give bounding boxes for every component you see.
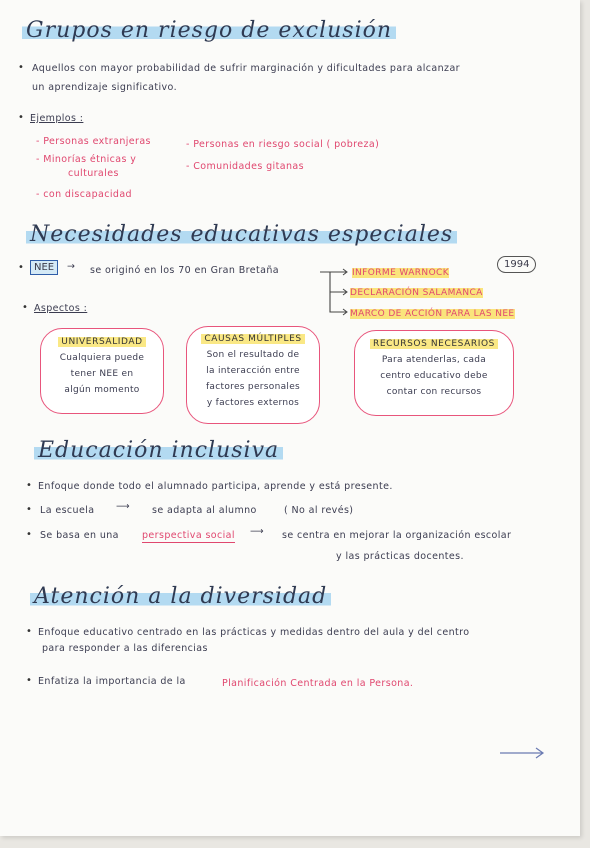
- aspects-label: Aspectos :: [34, 303, 88, 314]
- example-item: - Comunidades gitanas: [186, 161, 304, 172]
- bullet-dot: •: [26, 504, 32, 515]
- section-title-educacion-inclusiva: Educación inclusiva: [34, 438, 283, 463]
- bullet-dot: •: [18, 262, 24, 273]
- inclusiva-bullet1: Enfoque donde todo el alumnado participa, aprende y está presente.: [38, 481, 393, 492]
- aspect-box-title: RECURSOS NECESARIOS: [355, 339, 513, 349]
- year-oval: 1994: [497, 256, 536, 273]
- bullet-dot: •: [18, 62, 24, 73]
- aspect-box-title: UNIVERSALIDAD: [41, 337, 163, 347]
- example-item-continuation: culturales: [68, 168, 119, 179]
- branch-declaracion-salamanca: DECLARACIÓN SALAMANCA: [350, 288, 483, 298]
- grupos-definition-line1: Aquellos con mayor probabilidad de sufrir marginación y dificultades para alcanzar: [32, 63, 460, 74]
- diversidad-bullet1-line2: para responder a las diferencias: [42, 643, 208, 654]
- arrow-icon: ⟶: [250, 526, 265, 537]
- bullet-dot: •: [26, 626, 32, 637]
- aspect-box-recursos: [354, 330, 514, 416]
- planificacion-centrada-highlight: Planificación Centrada en la Persona.: [222, 678, 414, 689]
- aspect-box-text: Para atenderlas, cada centro educativo debe contar con recursos: [380, 355, 488, 397]
- grupos-definition-line2: un aprendizaje significativo.: [32, 82, 178, 93]
- inclusiva-bullet2-a: La escuela: [40, 505, 95, 516]
- example-item: - con discapacidad: [36, 189, 132, 200]
- inclusiva-bullet3-c: y las prácticas docentes.: [336, 551, 464, 562]
- diversidad-bullet1-line1: Enfoque educativo centrado en las prácticas y medidas dentro del aula y del centro: [38, 627, 470, 638]
- branch-connector: [318, 266, 348, 318]
- inclusiva-bullet2-b: se adapta al alumno: [152, 505, 257, 516]
- example-item: - Personas en riesgo social ( pobreza): [186, 139, 380, 150]
- examples-label: Ejemplos :: [30, 113, 84, 124]
- example-item: - Minorías étnicas y: [36, 154, 137, 165]
- section-title-nee: Necesidades educativas especiales: [26, 222, 457, 247]
- branch-informe-warnock: INFORME WARNOCK: [352, 268, 450, 278]
- example-item: - Personas extranjeras: [36, 136, 151, 147]
- inclusiva-bullet2-c: ( No al revés): [284, 505, 354, 516]
- nee-label-box: NEE: [30, 260, 58, 275]
- arrow-icon: →: [67, 261, 76, 272]
- arrow-icon: ⟶: [116, 501, 131, 512]
- bullet-dot: •: [22, 302, 28, 313]
- bullet-dot: •: [18, 112, 24, 123]
- aspect-box-title: CAUSAS MÚLTIPLES: [187, 334, 319, 344]
- aspect-box-causas: [186, 326, 320, 424]
- branch-marco-accion: MARCO DE ACCIÓN PARA LAS NEE: [350, 309, 515, 319]
- bullet-dot: •: [26, 480, 32, 491]
- aspect-box-text: Son el resultado de la interacción entre factores personales y factores externos: [205, 350, 301, 408]
- next-page-arrow-icon: [498, 746, 546, 760]
- inclusiva-bullet3-b: se centra en mejorar la organización escolar: [282, 530, 512, 541]
- nee-origin-text: se originó en los 70 en Gran Bretaña: [90, 265, 279, 276]
- aspect-box-text: Cualquiera puede tener NEE en algún momento: [59, 353, 145, 395]
- aspect-box-universalidad: [40, 328, 164, 414]
- bullet-dot: •: [26, 675, 32, 686]
- section-title-atencion-diversidad: Atención a la diversidad: [30, 584, 331, 609]
- diversidad-bullet2-a: Enfatiza la importancia de la: [38, 676, 186, 687]
- section-title-grupos: Grupos en riesgo de exclusión: [22, 18, 396, 43]
- inclusiva-bullet3-a: Se basa en una: [40, 530, 119, 541]
- bullet-dot: •: [26, 529, 32, 540]
- perspectiva-social-highlight: perspectiva social: [142, 530, 235, 541]
